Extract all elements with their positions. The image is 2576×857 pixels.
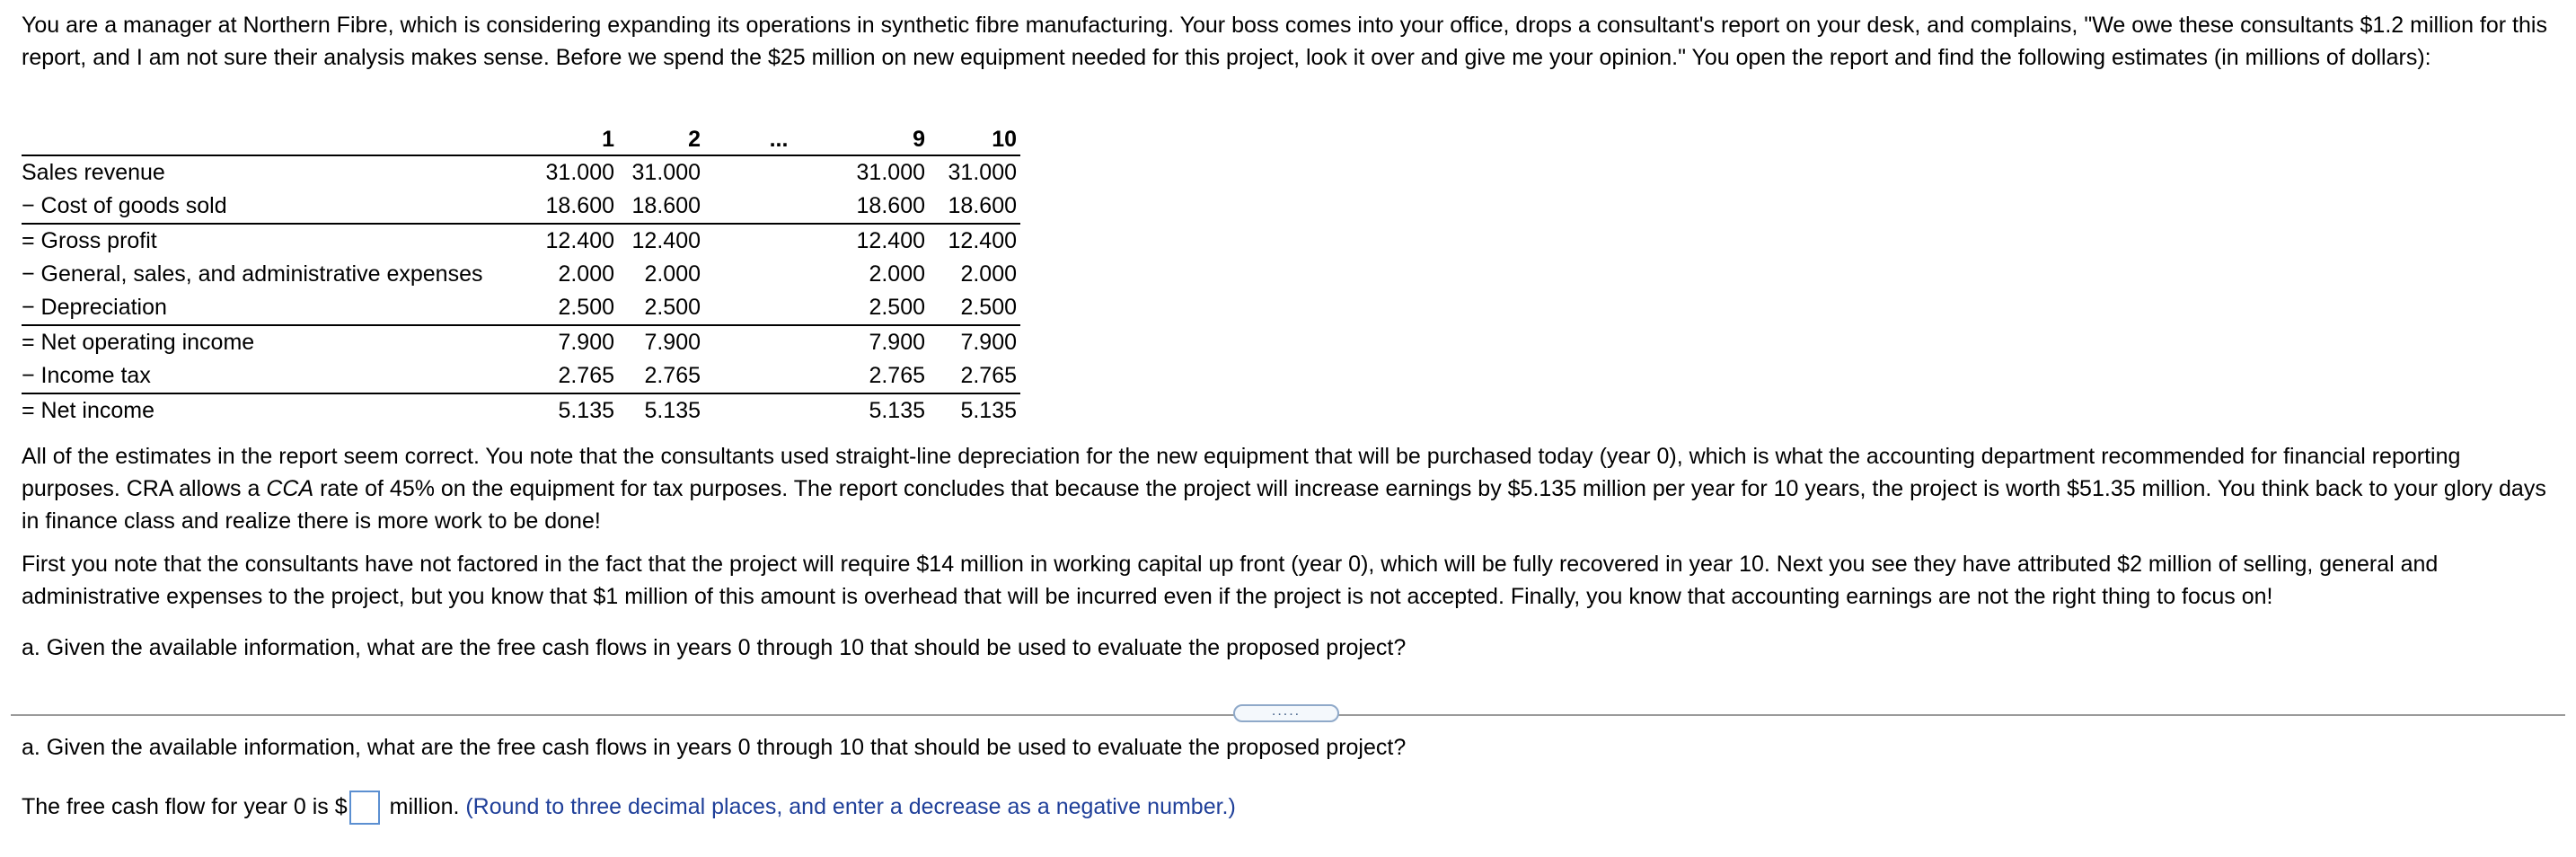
question-a-repeat-text: a. Given the available information, what are the free cash flows in years 0 through 10 that should be used to evaluate the proposed project? [22,735,1407,760]
header-ellipsis: ... [711,119,846,155]
cell-year-2: 2.500 [622,291,711,325]
row-label: − Income tax [22,359,535,393]
cell-year-9: 2.765 [846,359,936,393]
header-label [22,119,535,155]
cell-year-9: 12.400 [856,228,925,253]
question-a-text: a. Given the available information, what are the free cash flows in years 0 through 10 that should be used to evaluate the proposed project? [22,635,1407,660]
row-label: − General, sales, and administrative expenses [22,261,483,287]
rounding-hint: (Round to three decimal places, and enter a decrease as a negative number.) [465,794,1236,819]
para1-cca-term: CCA [266,476,314,501]
table-row-cost-of-goods-sold [22,190,1020,224]
answer-line [22,789,1236,825]
table-row-depreciation [22,291,1020,325]
cell-year-10: 5.135 [960,398,1017,423]
para1-text-before: All of the estimates in the report seem correct. You note that the consultants used straight-line depreciation for the new equipment that will be purchased today (year 0), which is what the accounting department recommended for financial reporting purposes. CRA allows a [22,444,2461,501]
cell-ellipsis-gap [711,190,846,224]
cell-year-10: 12.400 [948,228,1017,253]
working-capital-paragraph: First you note that the consultants have not factored in the fact that the project will require $14 million in working capital up front (year 0), which will be fully recovered in year 10. Next you see they have attributed $2 million of selling, general and administrative expenses to the project, but you know that $1 million of this amount is overhead that will be incurred even if the project is not accepted. Finally, you know that accounting earnings are not the right thing to focus on! [22,552,2439,609]
cell-year-1: 7.900 [558,330,614,355]
para1-text-after: rate of 45% on the equipment for tax purposes. The report concludes that because the project will increase earnings by $5.135 million per year for 10 years, the project is worth $51.35 million. You think back to your glory days in finance class and realize there is more work to be done! [22,476,2546,534]
header-year-1: 1 [535,119,622,155]
year-0-fcf-input[interactable] [349,791,380,825]
cell-year-2: 31.000 [631,160,701,185]
cell-year-10: 7.900 [960,330,1017,355]
cell-year-1: 2.500 [535,291,622,325]
cell-ellipsis-gap [711,325,846,359]
cell-year-9: 5.135 [869,398,925,423]
cell-year-9: 2.500 [846,291,936,325]
cell-year-1: 2.765 [535,359,622,393]
header-year-9: 9 [846,119,936,155]
cell-year-1: 31.000 [545,160,614,185]
cell-ellipsis-gap [711,155,846,190]
cell-year-9: 7.900 [869,330,925,355]
row-label: = Net operating income [22,330,255,355]
row-label: − Depreciation [22,291,535,325]
cell-year-2: 18.600 [622,190,711,224]
cell-year-10: 2.500 [936,291,1020,325]
header-year-10: 10 [936,119,1020,155]
row-label: Sales revenue [22,160,165,185]
cell-year-1: 5.135 [558,398,614,423]
cell-year-10: 2.765 [936,359,1020,393]
cell-year-2: 5.135 [644,398,701,423]
header-year-2: 2 [622,119,711,155]
cell-ellipsis-gap [711,224,846,258]
cell-year-9: 31.000 [856,160,925,185]
answer-prefix: The free cash flow for year 0 is $ [22,794,348,819]
table-row-gross-profit [22,224,1020,258]
cell-ellipsis-gap [711,359,846,393]
table-row-sga-expenses [22,258,1020,291]
cell-year-1: 12.400 [545,228,614,253]
depreciation-paragraph [22,440,2554,537]
table-header-row [22,119,1020,155]
cell-year-10: 2.000 [960,261,1017,287]
cell-year-2: 2.765 [622,359,711,393]
table-row-income-tax [22,359,1020,393]
intro-paragraph: You are a manager at Northern Fibre, which is considering expanding its operations in synthetic fibre manufacturing. Your boss comes into your office, drops a consultant's report on your desk, and complains, "We owe these consultants $1.2 million for this report, and I am not sure their analysis makes sense. Before we spend the $25 million on new equipment needed for this project, look it over and give me your opinion." You open the report and find the following estimates (in millions of dollars): [22,13,2547,70]
cell-year-2: 7.900 [644,330,701,355]
cell-ellipsis-gap [711,291,846,325]
row-label: − Cost of goods sold [22,190,535,224]
row-label: = Net income [22,398,154,423]
cell-year-10: 31.000 [948,160,1017,185]
income-statement-table [22,119,1020,428]
row-label: = Gross profit [22,228,157,253]
table-row-net-operating-income [22,325,1020,359]
cell-year-1: 2.000 [558,261,614,287]
expand-toggle-button[interactable]: ..... [1233,704,1339,722]
table-row-net-income [22,393,1020,428]
cell-year-9: 2.000 [869,261,925,287]
answer-suffix: million. [383,794,466,819]
cell-year-10: 18.600 [936,190,1020,224]
table-row-sales-revenue [22,155,1020,190]
cell-ellipsis-gap [711,258,846,291]
cell-ellipsis-gap [711,393,846,428]
cell-year-9: 18.600 [846,190,936,224]
cell-year-2: 12.400 [631,228,701,253]
cell-year-2: 2.000 [644,261,701,287]
cell-year-1: 18.600 [535,190,622,224]
